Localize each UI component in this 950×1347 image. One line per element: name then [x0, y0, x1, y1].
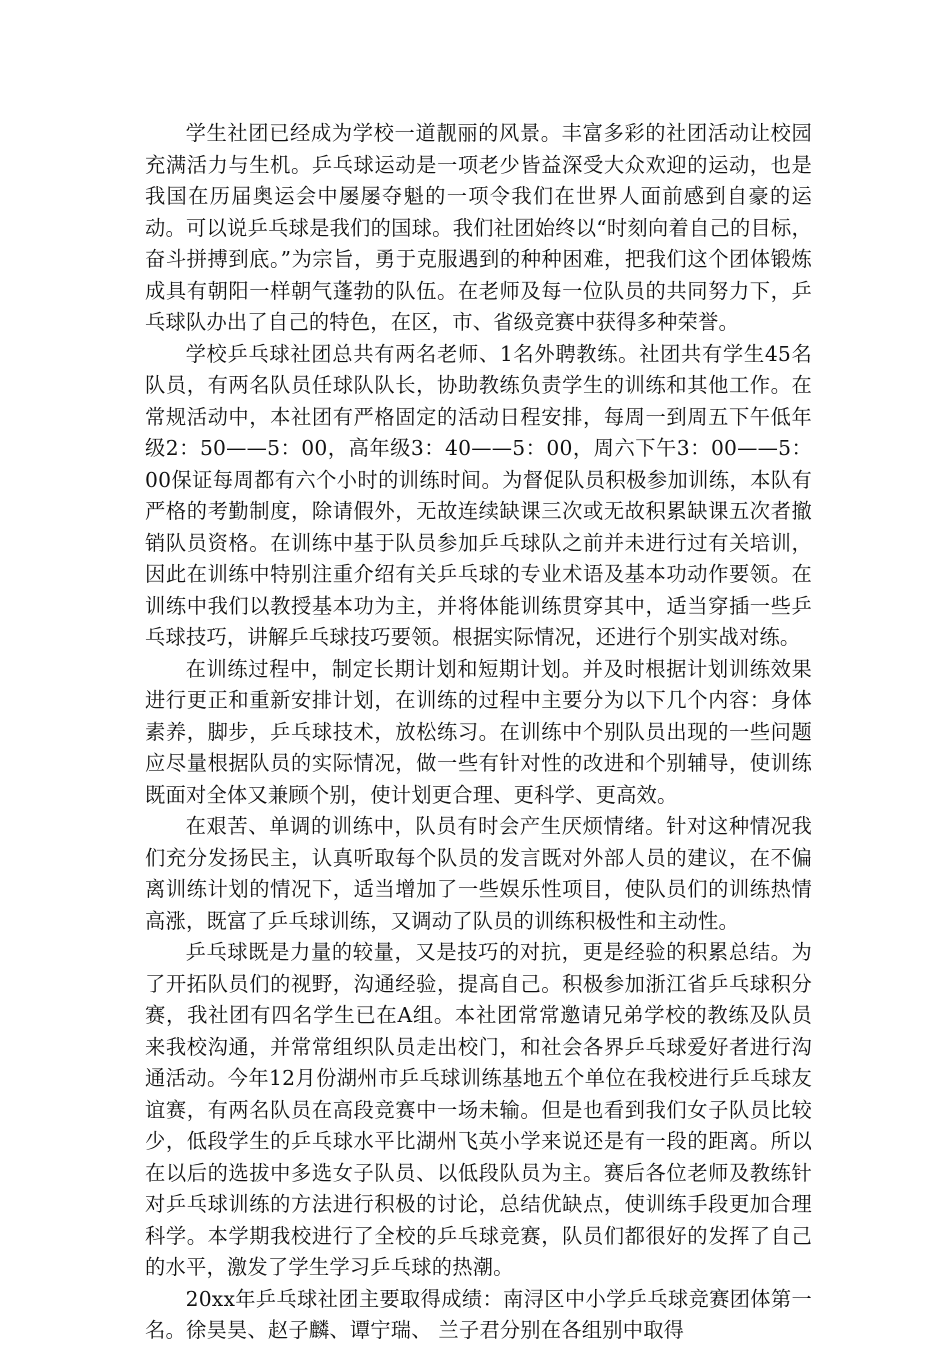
paragraph-achievements: 20xx年乒乓球社团主要取得成绩：南浔区中小学乒乓球竞赛团体第一名。徐昊昊、赵子麟、谭宁瑞、 兰子君分别在各组别中取得 [145, 1286, 812, 1342]
paragraph-intro: 学生社团已经成为学校一道靓丽的风景。丰富多彩的社团活动让校园充满活力与生机。乒乓球运动是一项老少皆益深受大众欢迎的运动，也是我国在历届奥运会中屡屡夺魁的一项令我们在世界人面前感到自豪的运动。可以说乒乓球是我们的国球。我们社团始终以“时刻向着自己的目标，奋斗拼搏到底。”为宗旨，勇于克服遇到的种种困难，把我们这个团体锻炼成具有朝阳一样朝气蓬勃的队伍。在老师及每一位队员的共同努力下，乒乓球队办出了自己的特色，在区，市、省级竞赛中获得多种荣誉。 [145, 121, 812, 334]
paragraph-competitions: 乒乓球既是力量的较量，又是技巧的对抗，更是经验的积累总结。为了开拓队员们的视野，沟通经验，提高自己。积极参加浙江省乒乓球积分赛，我社团有四名学生已在A组。本社团常常邀请兄弟学校的教练及队员来我校沟通，并常常组织队员走出校门，和社会各界乒乓球爱好者进行沟通活动。今年12月份湖州市乒乓球训练基地五个单位在我校进行乒乓球友谊赛，有两名队员在高段竞赛中一场未输。但是也看到我们女子队员比较少，低段学生的乒乓球水平比湖州飞英小学来说还是有一段的距离。所以在以后的选拔中多选女子队员、以低段队员为主。赛后各位老师及教练针对乒乓球训练的方法进行积极的讨论，总结优缺点，使训练手段更加合理科学。本学期我校进行了全校的乒乓球竞赛，队员们都很好的发挥了自己的水平，激发了学生学习乒乓球的热潮。 [145, 940, 812, 1279]
paragraph-training-plan: 在训练过程中，制定长期计划和短期计划。并及时根据计划训练效果进行更正和重新安排计划，在训练的过程中主要分为以下几个内容：身体素养，脚步，乒乓球技术，放松练习。在训练中个别队员出现的一些问题应尽量根据队员的实际情况，做一些有针对性的改进和个别辅导，使训练既面对全体又兼顾个别，使计划更合理、更科学、更高效。 [145, 656, 812, 807]
document-body [145, 118, 812, 1347]
paragraph-training-atmosphere: 在艰苦、单调的训练中，队员有时会产生厌烦情绪。针对这种情况我们充分发扬民主，认真听取每个队员的发言既对外部人员的建议，在不偏离训练计划的情况下，适当增加了一些娱乐性项目，使队员们的训练热情高涨，既富了乒乓球训练，又调动了队员的训练积极性和主动性。 [145, 814, 812, 933]
paragraph-team-overview: 学校乒乓球社团总共有两名老师、1名外聘教练。社团共有学生45名队员，有两名队员任球队队长，协助教练负责学生的训练和其他工作。在常规活动中，本社团有严格固定的活动日程安排，每周一到周五下午低年级2：50——5：00，高年级3：40——5：00，周六下午3：00——5：00保证每周都有六个小时的训练时间。为督促队员积极参加训练，本队有严格的考勤制度，除请假外，无故连续缺课三次或无故积累缺课五次者撤销队员资格。在训练中基于队员参加乒乓球队之前并未进行过有关培训，因此在训练中特别注重介绍有关乒乓球的专业术语及基本功动作要领。在训练中我们以教授基本功为主，并将体能训练贯穿其中，适当穿插一些乒乓球技巧，讲解乒乓球技巧要领。根据实际情况，还进行个别实战对练。 [145, 341, 812, 649]
